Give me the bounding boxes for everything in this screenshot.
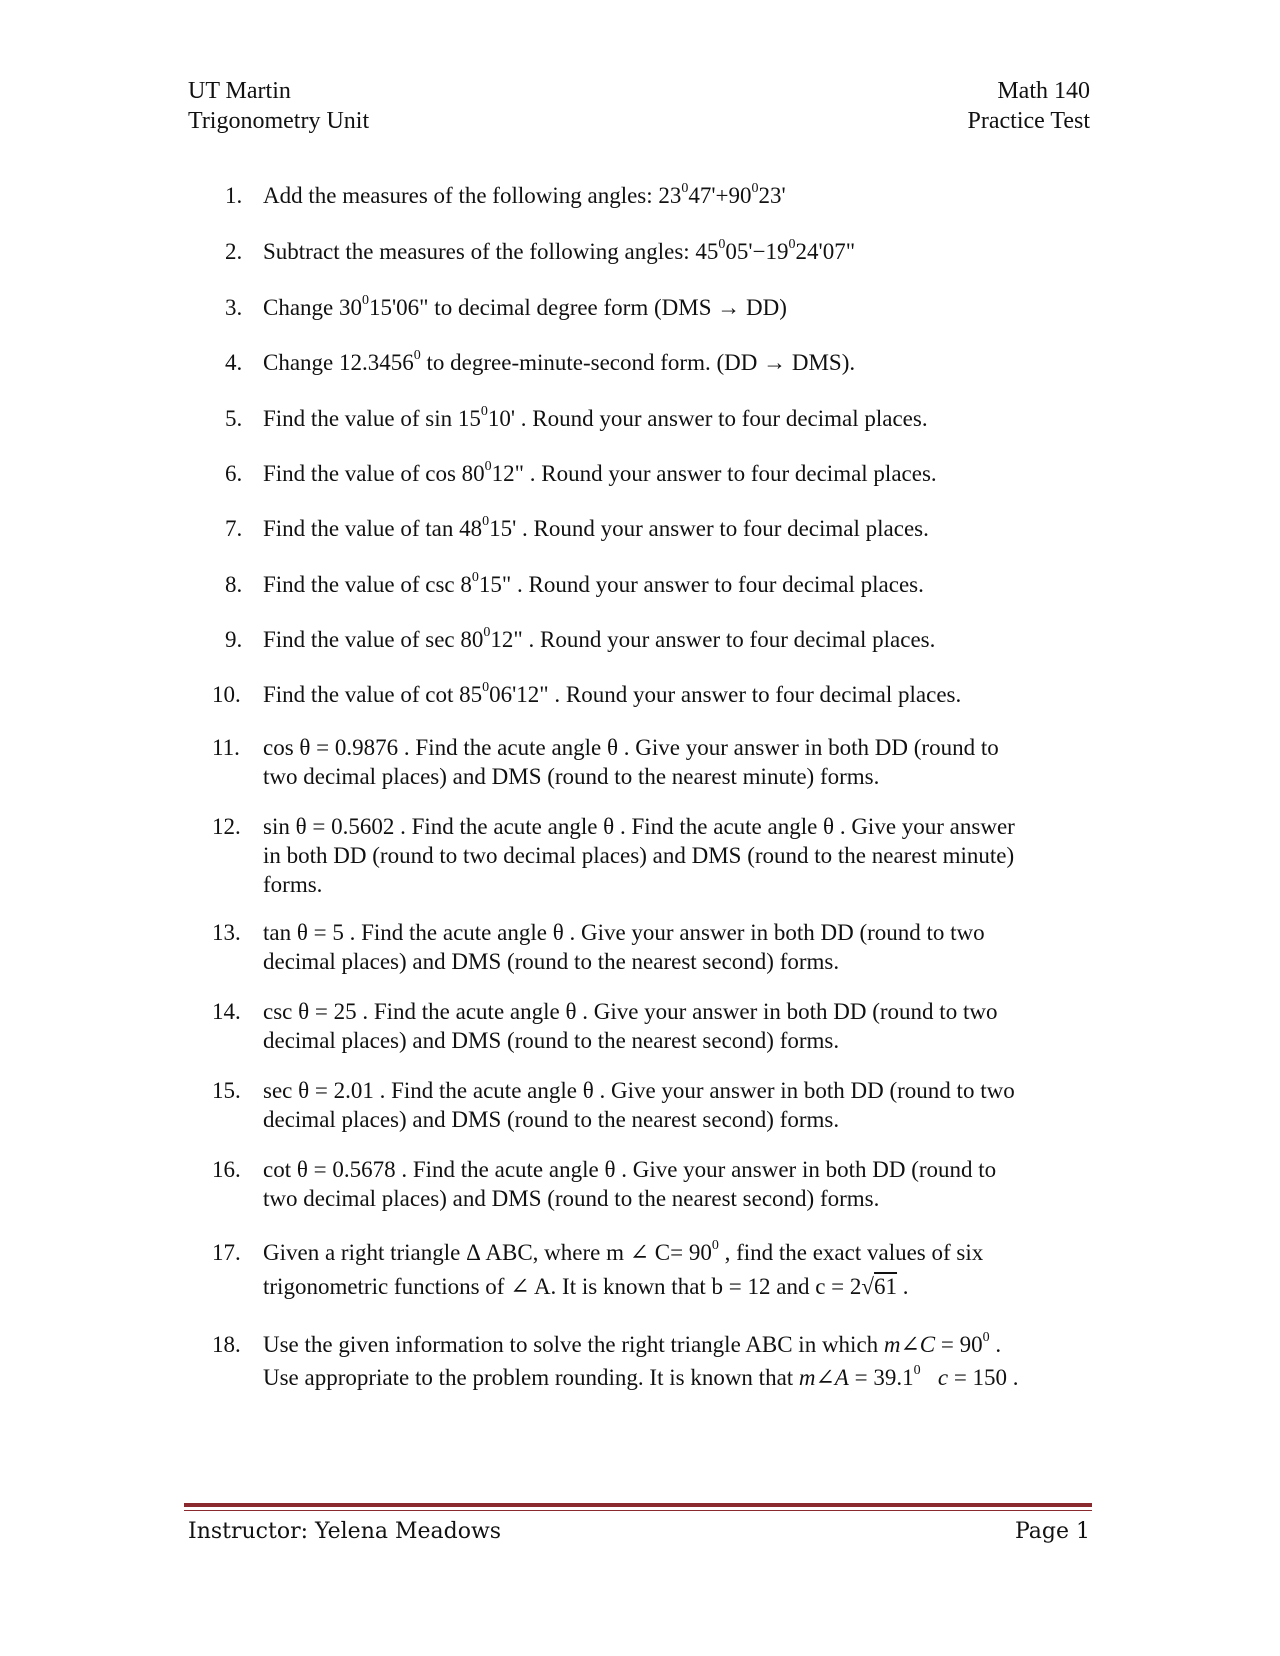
question-text [263,1155,1103,1213]
text-part: to degree-minute-second form. (DD → DMS). [420,350,856,375]
text-part: Find the value of sec 80 [263,627,484,652]
text-line: cos θ = 0.9876 . Find the acute angle θ . Give your answer in both DD (round to [263,735,999,760]
degree-sup: 0 [483,625,491,640]
text-part: Find the value of cot 85 [263,682,483,707]
degree-sup: 0 [362,293,370,308]
test-title: Practice Test [967,108,1090,134]
question-number: 15. [212,1078,241,1103]
question-text [263,1238,1103,1301]
degree-sup: 0 [982,1330,990,1345]
degree-sup: 0 [751,181,759,196]
question-number: 13. [212,920,241,945]
text-part: = 39.1 [848,1365,914,1390]
text-line: sin θ = 0.5602 . Find the acute angle θ . Find the acute angle θ . Give your answer [263,814,1015,839]
question-number: 17. [212,1240,241,1265]
unit-name: Trigonometry Unit [188,108,370,134]
text-line [263,1363,1103,1392]
text-line: decimal places) and DMS (round to the nearest second) forms. [263,949,840,974]
header-left [188,76,369,136]
question-number: 16. [212,1157,241,1182]
text-line [263,1330,1103,1359]
text-line: forms. [263,872,323,897]
question-number: 3. [225,295,243,320]
question-text [263,348,1103,377]
question-text [263,237,1103,266]
question-text [263,733,1103,791]
question-number: 9. [225,627,243,652]
instructor-name: Instructor: Yelena Meadows [188,1519,502,1544]
question-number: 8. [225,572,243,597]
text-part: Change 30 [263,295,363,320]
degree-sup: 0 [913,1363,921,1378]
text-part: 15" . Round your answer to four decimal places. [478,572,924,597]
text-line: decimal places) and DMS (round to the nearest second) forms. [263,1028,840,1053]
degree-sup: 0 [482,680,490,695]
text-line: tan θ = 5 . Find the acute angle θ . Give your answer in both DD (round to two [263,920,985,945]
degree-sup: 0 [413,348,421,363]
course-name: Math 140 [997,78,1090,104]
question-number: 4. [225,350,243,375]
text-part: 05'−19 [725,239,789,264]
text-part: . [989,1332,1002,1357]
text-part: Use the given information to solve the right triangle ABC in which [263,1332,884,1357]
question-text [263,570,1103,599]
text-part: = 150 . [948,1365,1019,1390]
text-part: Find the value of tan 48 [263,516,483,541]
question-text [263,459,1103,488]
school-name: UT Martin [188,78,291,104]
text-part: , find the exact values of six [718,1240,984,1265]
degree-sup: 0 [480,404,488,419]
question-text [263,918,1103,976]
question-text [263,1330,1103,1392]
question-number: 7. [225,516,243,541]
text-part: Find the value of cos 80 [263,461,485,486]
text-part: . [897,1274,909,1299]
question-text [263,293,1103,322]
degree-sup: 0 [788,237,796,252]
question-text [263,680,1103,709]
text-part: Change 12.3456 [263,350,414,375]
text-part: = 90 [935,1332,983,1357]
degree-sup: 0 [681,181,689,196]
text-line: two decimal places) and DMS (round to the nearest second) forms. [263,1186,880,1211]
question-number: 2. [225,239,243,264]
degree-sup: 0 [482,514,490,529]
text-part: 47'+90 [688,183,752,208]
radicand: 61 [874,1274,898,1299]
text-part [921,1365,938,1390]
text-line: two decimal places) and DMS (round to the nearest minute) forms. [263,764,880,789]
text-part: 06'12" . Round your answer to four decimal places. [489,682,962,707]
question-text [263,1076,1103,1134]
header-right [968,76,1091,136]
text-part: 23' [758,183,786,208]
math-italic: m∠C [883,1332,936,1357]
question-number: 10. [212,682,241,707]
question-text [263,181,1103,210]
text-line: decimal places) and DMS (round to the nearest second) forms. [263,1107,840,1132]
text-part: Subtract the measures of the following angles: 45 [263,239,719,264]
question-number: 1. [225,183,243,208]
footer-rule-thin [184,1510,1092,1511]
page-number: Page 1 [1014,1519,1090,1544]
question-number: 6. [225,461,243,486]
question-number: 18. [212,1332,241,1357]
text-part: 15' . Round your answer to four decimal places. [489,516,929,541]
text-line [263,1238,1103,1267]
question-number: 11. [212,735,240,760]
question-text [263,404,1103,433]
footer-rule-thick [184,1503,1092,1507]
degree-sup: 0 [718,237,726,252]
text-part: Find the value of sin 15 [263,406,481,431]
text-part: Given a right triangle Δ ABC, where m ∠ C= 90 [263,1240,712,1265]
question-number: 5. [225,406,243,431]
text-line: cot θ = 0.5678 . Find the acute angle θ . Give your answer in both DD (round to [263,1157,997,1182]
sqrt-sign: 2√ [849,1274,875,1299]
question-text [263,997,1103,1055]
text-part: 12" . Round your answer to four decimal places. [490,627,936,652]
text-part: 12" . Round your answer to four decimal places. [491,461,937,486]
text-part: Use appropriate to the problem rounding. It is known that [263,1365,799,1390]
text-line: in both DD (round to two decimal places) and DMS (round to the nearest minute) [263,843,1015,868]
text-part: 10' . Round your answer to four decimal places. [487,406,928,431]
question-text [263,514,1103,543]
text-line [263,1272,1103,1301]
math-italic: m∠A [798,1365,849,1390]
question-number: 12. [212,814,241,839]
degree-sup: 0 [711,1238,719,1253]
text-line: sec θ = 2.01 . Find the acute angle θ . Give your answer in both DD (round to two [263,1078,1015,1103]
math-italic: c [937,1365,949,1390]
text-part: 24'07" [795,239,856,264]
text-part: 15'06" to decimal degree form (DMS → DD) [369,295,787,320]
question-text [263,625,1103,654]
text-line: csc θ = 25 . Find the acute angle θ . Give your answer in both DD (round to two [263,999,998,1024]
text-part: trigonometric functions of ∠ A. It is known that b = 12 and c = [263,1274,850,1299]
degree-sup: 0 [484,459,492,474]
degree-sup: 0 [471,570,479,585]
text-part: Find the value of csc 8 [263,572,472,597]
question-number: 14. [212,999,241,1024]
question-text [263,812,1103,899]
text-part: Add the measures of the following angles: 23 [263,183,682,208]
